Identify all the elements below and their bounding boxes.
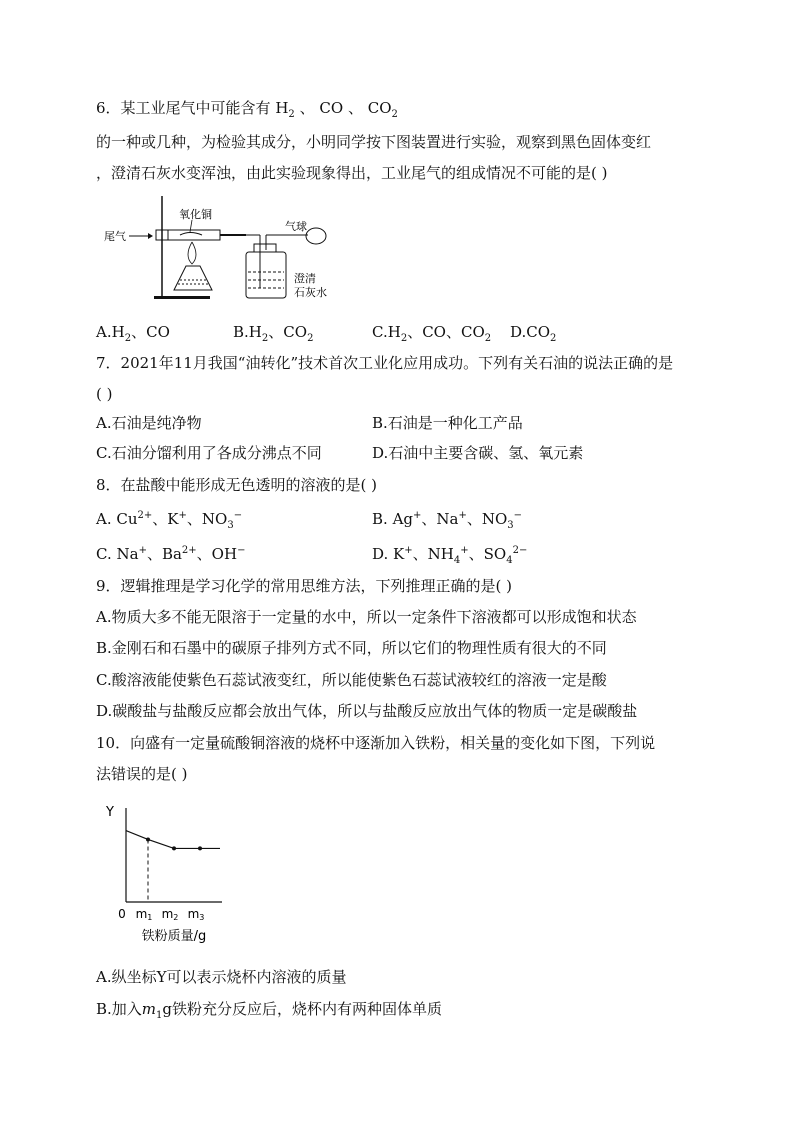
x-tick-m3: m3 (187, 907, 205, 922)
data-point-m2 (172, 846, 176, 850)
apparatus-diagram (96, 192, 336, 304)
q9-stem: 9．逻辑推理是学习化学的常用思维方法，下列推理正确的是( ) (96, 577, 513, 595)
series-line (126, 831, 220, 849)
q8-option-b[interactable]: B. Ag+、Na+、$NO_3^-$ (372, 510, 523, 531)
q8-option-c[interactable]: C. Na+、$Ba^{2+}$、OH− (96, 545, 246, 563)
q7-option-b[interactable]: B.石油是一种化工产品 (372, 414, 523, 432)
q6-option-d[interactable]: $D.CO_2$ (510, 323, 557, 344)
q7-stem-line1: 7．2021年11月我国“油转化”技术首次工业化应用成功。下列有关石油的说法正确的是 (96, 354, 674, 372)
q7-option-a[interactable]: A.石油是纯净物 (96, 414, 202, 432)
balloon-label: 气球 (285, 220, 307, 233)
tail-gas-label: 尾气 (104, 230, 126, 243)
q8-option-d[interactable]: D. K+、$NH_4^+$、$SO_4^{2-}$ (372, 545, 528, 566)
q6-stem-line2: 的一种或几种，为检验其成分，小明同学按下图装置进行实验，观察到黑色固体变红 (96, 133, 652, 151)
x-tick-m2: m2 (161, 907, 179, 922)
data-point-m1 (146, 837, 150, 841)
q9-option-b[interactable]: B.金刚石和石墨中的碳原子排列方式不同，所以它们的物理性质有很大的不同 (96, 639, 607, 657)
q10-option-a[interactable]: A.纵坐标Y可以表示烧杯内溶液的质量 (96, 968, 347, 986)
q7-option-d[interactable]: D.石油中主要含碳、氢、氧元素 (372, 444, 584, 462)
iron-powder-chart (96, 798, 246, 948)
limewater-label-2: 石灰水 (294, 286, 327, 299)
q9-option-a[interactable]: A.物质大多不能无限溶于一定量的水中，所以一定条件下溶液都可以形成饱和状态 (96, 608, 637, 626)
x-axis-label: 铁粉质量/g (141, 929, 207, 944)
data-point-m3 (198, 846, 202, 850)
copper-oxide-label: 氧化铜 (179, 208, 212, 221)
q9-option-d[interactable]: D.碳酸盐与盐酸反应都会放出气体，所以与盐酸反应放出气体的物质一定是碳酸盐 (96, 702, 638, 720)
q6-stem-line3: ，澄清石灰水变浑浊，由此实验现象得出，工业尾气的组成情况不可能的是( ) (96, 164, 608, 182)
q6-option-c[interactable]: $C.H_2$、CO、$CO_2$ (372, 323, 492, 344)
q8-option-a[interactable]: A. $Cu^{2+}$、K+、$NO_3^-$ (96, 510, 243, 531)
q6-option-b[interactable]: $B.H_2$、$CO_2$ (233, 323, 314, 344)
q10-stem-line2: 法错误的是( ) (96, 765, 188, 783)
q8-stem: 8．在盐酸中能形成无色透明的溶液的是( ) (96, 476, 378, 494)
limewater-label-1: 澄清 (294, 272, 316, 285)
q9-option-c[interactable]: C.酸溶液能使紫色石蕊试液变红，所以能使紫色石蕊试液较红的溶液一定是酸 (96, 671, 607, 689)
x-tick-m1: m1 (135, 907, 153, 922)
q10-stem-line1: 10．向盛有一定量硫酸铜溶液的烧杯中逐渐加入铁粉，相关量的变化如下图，下列说 (96, 734, 656, 752)
q7-option-c[interactable]: C.石油分馏利用了各成分沸点不同 (96, 444, 322, 462)
q10-option-b[interactable]: B.加入$m_1g$铁粉充分反应后，烧杯内有两种固体单质 (96, 1000, 443, 1021)
q6-option-a[interactable]: $A.H_2$、CO (96, 323, 170, 344)
x-tick-0: 0 (118, 907, 126, 921)
q6-stem-line1: 6．某工业尾气中可能含有 $H_2$ 、 CO 、 $CO_2$ (96, 99, 398, 120)
y-axis-label: Y (106, 805, 114, 820)
q7-stem-line2: ( ) (96, 385, 113, 403)
